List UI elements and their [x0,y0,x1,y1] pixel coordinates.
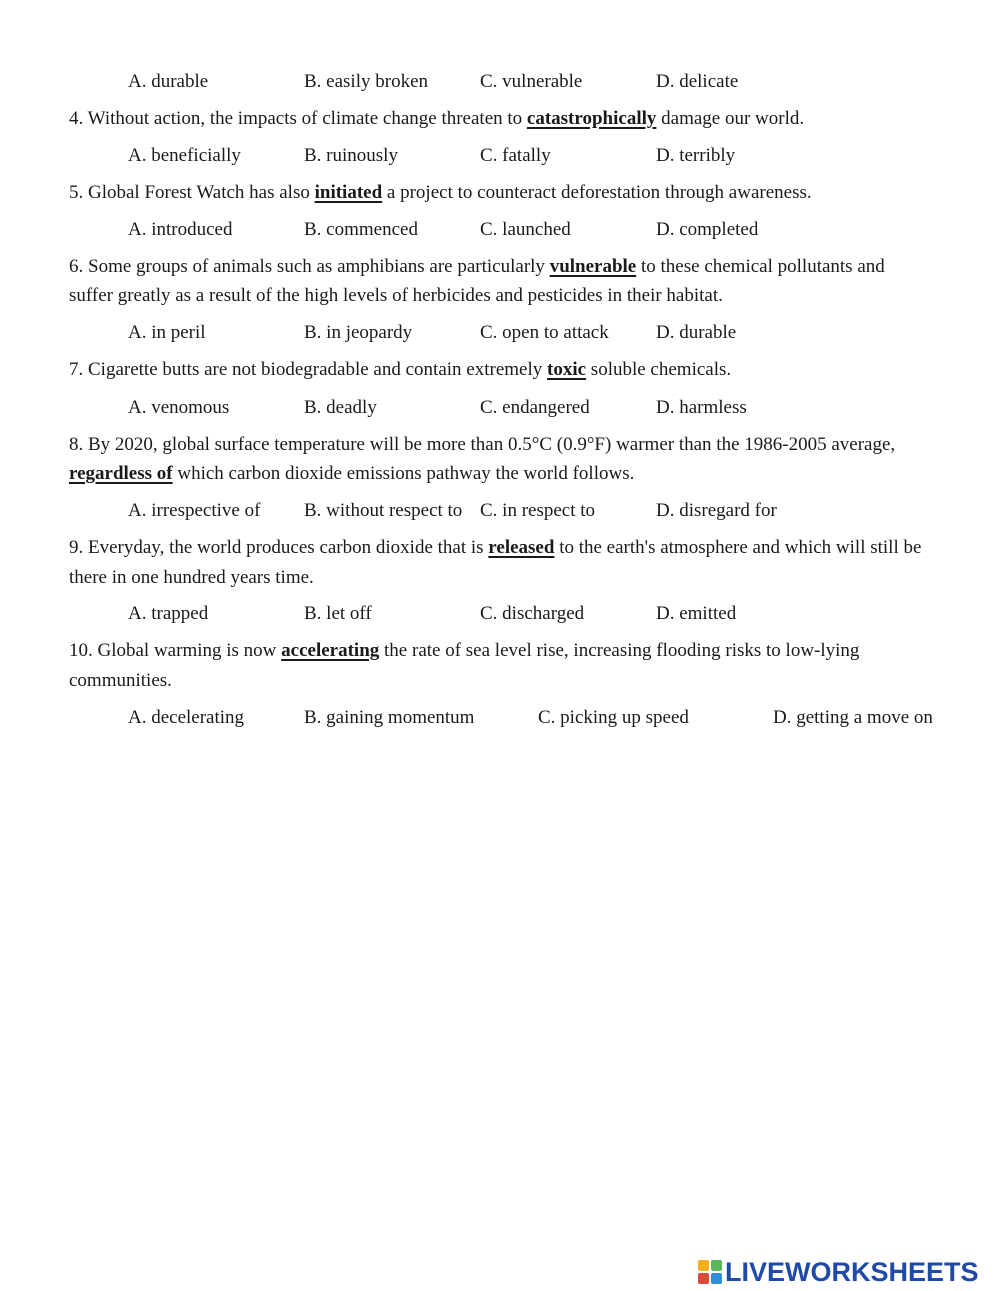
question-text-continued: communities. [69,670,172,691]
option-d[interactable]: D. completed [656,219,759,240]
question-text: 7. Cigarette butts are not biodegradable and contain extremely toxic soluble chemicals. [69,359,732,380]
liveworksheets-logo-icon [697,1259,723,1285]
key-word: regardless of [69,463,173,484]
option-a[interactable]: A. beneficially [128,145,241,166]
option-a[interactable]: A. in peril [128,322,206,343]
option-a[interactable]: A. decelerating [128,707,245,728]
question-text-continued: regardless of which carbon dioxide emissions pathway the world follows. [69,463,635,484]
option-c[interactable]: C. picking up speed [538,707,689,728]
option-d[interactable]: D. delicate [656,71,739,92]
question-text: 6. Some groups of animals such as amphibians are particularly vulnerable to these chemical pollutants and [69,256,885,277]
option-a[interactable]: A. trapped [128,603,209,624]
option-b[interactable]: B. let off [304,603,372,624]
option-c[interactable]: C. discharged [480,603,585,624]
option-b[interactable]: B. gaining momentum [304,707,475,728]
question-text-continued: there in one hundred years time. [69,567,314,588]
option-d[interactable]: D. emitted [656,603,737,624]
question-text: 5. Global Forest Watch has also initiated a project to counteract deforestation through awareness. [69,182,812,203]
option-d[interactable]: D. terribly [656,145,736,166]
question-text: 10. Global warming is now accelerating the rate of sea level rise, increasing flooding risks to low-lying [69,640,860,661]
option-c[interactable]: C. in respect to [480,500,596,521]
key-word: initiated [314,182,383,203]
option-b[interactable]: B. deadly [304,397,377,418]
option-b[interactable]: B. without respect to [304,500,463,521]
key-word: toxic [547,359,587,380]
key-word: released [488,537,555,558]
key-word: accelerating [281,640,380,661]
question-text: 4. Without action, the impacts of climate change threaten to catastrophically damage our world. [69,108,805,129]
option-c[interactable]: C. launched [480,219,571,240]
option-b[interactable]: B. in jeopardy [304,322,413,343]
option-c[interactable]: C. vulnerable [480,71,583,92]
option-a[interactable]: A. introduced [128,219,233,240]
option-b[interactable]: B. easily broken [304,71,429,92]
logo-text: LIVEWORKSHEETS [725,1256,979,1287]
question-text: 8. By 2020, global surface temperature will be more than 0.5°C (0.9°F) warmer than the 1986-2005 average, [69,434,896,455]
option-d[interactable]: D. durable [656,322,737,343]
option-b[interactable]: B. ruinously [304,145,398,166]
option-c[interactable]: C. open to attack [480,322,609,343]
question-text: 9. Everyday, the world produces carbon dioxide that is released to the earth's atmosphere and which will still be [69,537,922,558]
option-b[interactable]: B. commenced [304,219,418,240]
option-a[interactable]: A. durable [128,71,209,92]
option-a[interactable]: A. irrespective of [128,500,261,521]
liveworksheets-logo [697,1258,997,1286]
option-d[interactable]: D. getting a move on [773,707,933,728]
option-c[interactable]: C. endangered [480,397,590,418]
option-c[interactable]: C. fatally [480,145,551,166]
question-text-continued: suffer greatly as a result of the high levels of herbicides and pesticides in their habitat. [69,285,723,306]
option-d[interactable]: D. disregard for [656,500,777,521]
option-a[interactable]: A. venomous [128,397,230,418]
option-d[interactable]: D. harmless [656,397,747,418]
key-word: vulnerable [549,256,637,277]
key-word: catastrophically [526,108,657,129]
